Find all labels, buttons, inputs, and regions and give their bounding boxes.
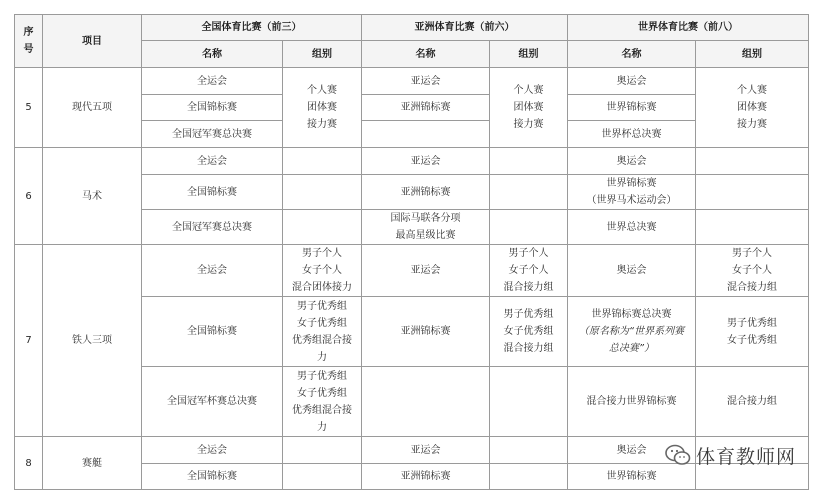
national-event: 全国锦标赛 bbox=[142, 297, 283, 367]
asian-event: 亚洲锦标赛 bbox=[362, 175, 490, 210]
sports-competition-table bbox=[14, 14, 809, 490]
world-event: 奥运会 bbox=[568, 437, 696, 464]
row-seq: 8 bbox=[15, 437, 43, 490]
wechat-icon bbox=[664, 443, 692, 467]
national-event: 全国冠军赛总决赛 bbox=[142, 210, 283, 245]
asian-event: 亚运会 bbox=[362, 437, 490, 464]
world-event: 世界杯总决赛 bbox=[568, 121, 696, 148]
national-group bbox=[283, 437, 362, 464]
national-group: 男子优秀组 女子优秀组 优秀组混合接 力 bbox=[283, 297, 362, 367]
asian-event: 亚洲锦标赛 bbox=[362, 95, 490, 121]
table-row bbox=[15, 68, 809, 95]
national-event: 全国冠军赛总决赛 bbox=[142, 121, 283, 148]
world-event: 世界总决赛 bbox=[568, 210, 696, 245]
asian-group bbox=[490, 464, 568, 490]
national-group bbox=[283, 464, 362, 490]
world-event: 世界锦标赛 bbox=[568, 464, 696, 490]
asian-group: 男子个人 女子个人 混合接力组 bbox=[490, 245, 568, 297]
world-event: 世界锦标赛 bbox=[568, 95, 696, 121]
world-group: 混合接力组 bbox=[696, 367, 809, 437]
national-event: 全运会 bbox=[142, 68, 283, 95]
asian-event bbox=[362, 367, 490, 437]
national-event: 全运会 bbox=[142, 148, 283, 175]
world-event-note: （原名称为“世界系列赛 总决赛”） bbox=[578, 326, 685, 354]
world-event: 混合接力世界锦标赛 bbox=[568, 367, 696, 437]
asian-group bbox=[490, 367, 568, 437]
asian-group: 个人赛 团体赛 接力赛 bbox=[490, 68, 568, 148]
table-row bbox=[15, 245, 809, 297]
asian-event bbox=[362, 121, 490, 148]
row-project: 马术 bbox=[43, 148, 142, 245]
asian-event: 国际马联各分项 最高星级比赛 bbox=[362, 210, 490, 245]
world-event: 奥运会 bbox=[568, 245, 696, 297]
header-project: 项目 bbox=[43, 15, 142, 68]
header-name: 名称 bbox=[568, 41, 696, 68]
asian-event: 亚运会 bbox=[362, 245, 490, 297]
national-event: 全国锦标赛 bbox=[142, 175, 283, 210]
world-group bbox=[696, 148, 809, 175]
asian-group bbox=[490, 175, 568, 210]
world-group: 个人赛 团体赛 接力赛 bbox=[696, 68, 809, 148]
asian-group bbox=[490, 437, 568, 464]
row-project: 现代五项 bbox=[43, 68, 142, 148]
national-group bbox=[283, 210, 362, 245]
table-row bbox=[15, 148, 809, 175]
world-group: 男子优秀组 女子优秀组 bbox=[696, 297, 809, 367]
header-name: 名称 bbox=[362, 41, 490, 68]
national-event: 全运会 bbox=[142, 437, 283, 464]
national-event: 全国锦标赛 bbox=[142, 464, 283, 490]
asian-event: 亚运会 bbox=[362, 148, 490, 175]
world-event: 奥运会 bbox=[568, 148, 696, 175]
national-event: 全运会 bbox=[142, 245, 283, 297]
row-seq: 5 bbox=[15, 68, 43, 148]
row-seq: 6 bbox=[15, 148, 43, 245]
asian-event: 亚洲锦标赛 bbox=[362, 297, 490, 367]
national-group bbox=[283, 175, 362, 210]
asian-event: 亚运会 bbox=[362, 68, 490, 95]
row-seq: 7 bbox=[15, 245, 43, 437]
watermark bbox=[664, 440, 804, 470]
header-world: 世界体育比赛（前八） bbox=[568, 15, 809, 41]
world-event-title: 世界锦标赛总决赛 bbox=[591, 309, 672, 320]
header-group: 组别 bbox=[283, 41, 362, 68]
world-event bbox=[568, 297, 696, 367]
world-group bbox=[696, 175, 809, 210]
header-asian: 亚洲体育比赛（前六） bbox=[362, 15, 568, 41]
asian-group: 男子优秀组 女子优秀组 混合接力组 bbox=[490, 297, 568, 367]
row-project: 铁人三项 bbox=[43, 245, 142, 437]
world-event: 奥运会 bbox=[568, 68, 696, 95]
header-name: 名称 bbox=[142, 41, 283, 68]
header-group: 组别 bbox=[490, 41, 568, 68]
world-event: 世界锦标赛 （世界马术运动会） bbox=[568, 175, 696, 210]
national-group: 个人赛 团体赛 接力赛 bbox=[283, 68, 362, 148]
national-group: 男子个人 女子个人 混合团体接力 bbox=[283, 245, 362, 297]
asian-group bbox=[490, 210, 568, 245]
asian-group bbox=[490, 148, 568, 175]
row-project: 赛艇 bbox=[43, 437, 142, 490]
world-group: 男子个人 女子个人 混合接力组 bbox=[696, 245, 809, 297]
header-seq: 序 号 bbox=[15, 15, 43, 68]
world-group bbox=[696, 210, 809, 245]
national-group: 男子优秀组 女子优秀组 优秀组混合接 力 bbox=[283, 367, 362, 437]
national-event: 全国冠军杯赛总决赛 bbox=[142, 367, 283, 437]
header-national: 全国体育比赛（前三） bbox=[142, 15, 362, 41]
asian-event: 亚洲锦标赛 bbox=[362, 464, 490, 490]
watermark-text: 体育教师网 bbox=[696, 445, 797, 468]
national-event: 全国锦标赛 bbox=[142, 95, 283, 121]
header-group: 组别 bbox=[696, 41, 809, 68]
national-group bbox=[283, 148, 362, 175]
